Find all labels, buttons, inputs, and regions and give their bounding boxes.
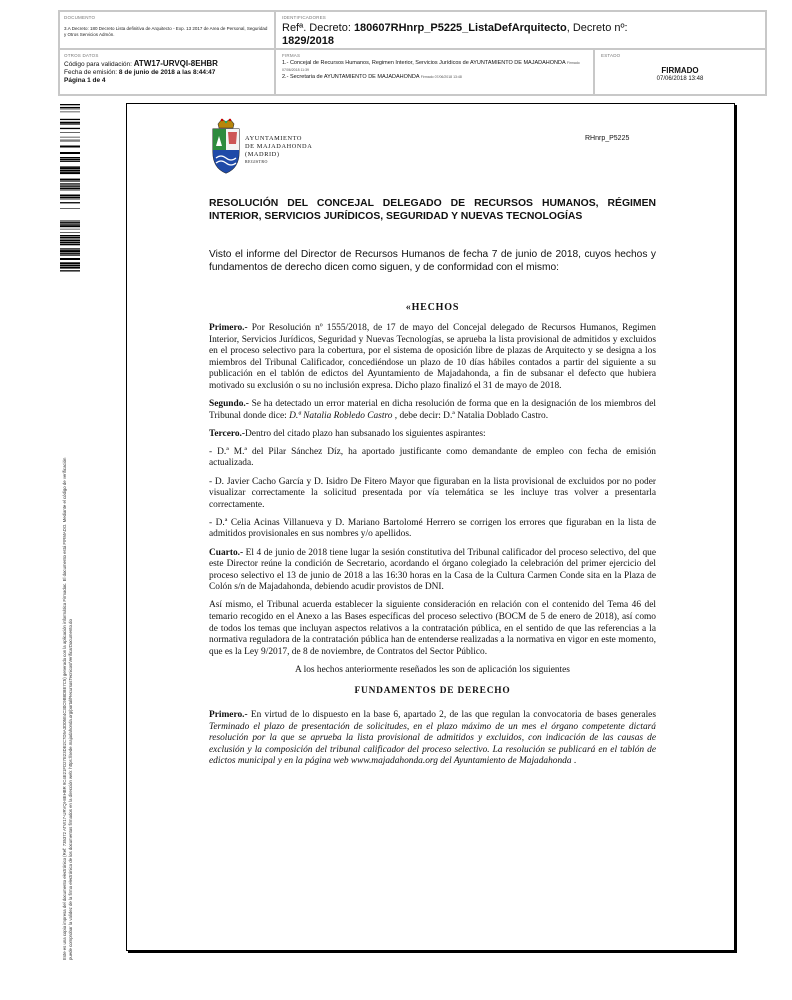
paragraph-fundamento-primero	[209, 710, 656, 768]
documento-text: 3.A Decreto: 180 Decreto Lista definitiva de Arquitecto - Exp. 13 2017 de Area de Personal, Seguridad y Otros Servicios Admón.	[64, 26, 268, 37]
identificadores-cell	[275, 11, 766, 49]
firma-1	[282, 60, 587, 74]
fundamento-primero-quote: Terminado el plazo de presentación de solicitudes, en el plazo máximo de un mes el órgano competente dictará resolución por la que se aprueba la lista provisional de admitidos y excluidos, con indicación de las causas de exclusión y la composición del tribunal calificador del proceso selectivo. La resolución se publicará en el tablón de edictos municipal y en la página web www.majadahonda.org del Ayuntamiento de Majadahonda	[209, 721, 656, 767]
segundo-text-a: Se ha detectado un error material en dicha resolución de forma que en la designación de los miembros del Tribunal donde dice:	[209, 399, 656, 421]
fundamentos-heading: FUNDAMENTOS DE DERECHO	[354, 686, 511, 697]
emission-line	[64, 69, 270, 77]
emission-date: 8 de junio de 2018 a las 8:44:47	[118, 69, 216, 76]
document-ref-code: RHnrp_P5225	[585, 135, 630, 142]
resolution-title: RESOLUCIÓN DEL CONCEJAL DELEGADO DE RECURSOS HUMANOS, RÉGIMEN INTERIOR, SERVICIOS JURÍDICOS, SEGURIDAD Y NUEVAS TECNOLOGÍAS	[209, 198, 656, 222]
fundamento-primero-text-b: .	[571, 756, 577, 767]
ref-prefix: Refª. Decreto:	[282, 22, 354, 34]
cuarto-text: El 4 de junio de 2018 tiene lugar la sesión constitutiva del Tribunal calificador del proceso selectivo, del que este Director reúne la condición de Secretario, acordando el órgano colegiado la celebración del primer ejercicio del proceso selectivo el 13 de junio de 2018 a las 16:30 horas en la Casa de la Cultura Carmen Conde sita en la Plaza de Colón s/n de Majadahonda, debiendo acudir provistos de DNI.	[209, 547, 656, 593]
paragraph-aplicacion: A los hechos anteriormente reseñados les son de aplicación los siguientes	[295, 664, 570, 675]
tercero-text: Dentro del citado plazo han subsanado los siguientes aspirantes:	[245, 428, 486, 439]
segundo-wrong-name: D.ª Natalia Robledo Castro	[289, 410, 393, 421]
fundamento-primero-label: Primero.-	[209, 710, 248, 721]
emission-label: Fecha de emisión:	[64, 69, 119, 76]
segundo-text-b: , debe decir: D.ª Natalia Doblado Castro.	[392, 410, 549, 421]
validation-header	[58, 10, 767, 96]
segundo-label: Segundo.-	[209, 399, 249, 410]
coat-of-arms-logo	[209, 116, 243, 176]
cuarto-label: Cuarto.-	[209, 547, 244, 558]
paragraph-cuarto	[209, 548, 656, 594]
organization-name	[245, 135, 312, 166]
tercero-label: Tercero.-	[209, 428, 246, 439]
page-info: Página 1 de 4	[64, 77, 106, 84]
document-body	[209, 323, 656, 775]
paragraph-primero	[209, 323, 656, 393]
firmas-caption: FIRMAS	[282, 53, 301, 58]
otros-caption: OTROS DATOS	[64, 53, 99, 58]
firma-2-text: 2.- Secretaria de AYUNTAMIENTO DE MAJADAHONDA	[282, 74, 420, 80]
documento-caption: DOCUMENTO	[64, 15, 96, 20]
org-line-2: DE MAJADAHONDA	[245, 142, 313, 150]
vertical-line-1: Este es una copia impresa del documento electrónico (Ref: 735372 ATW17-URVQI-8EHBR 9C4E21FD27E23DE2C7D5A3D05E4C30C9B8D8E7C5) generada con la aplicación informática Firmadoc. El documento está FIRMADO. Mediante el código de verificación	[62, 457, 67, 960]
firma-2	[282, 74, 587, 81]
org-line-3: (MADRID)	[245, 150, 280, 158]
identificadores-caption: IDENTIFICADORES	[282, 15, 327, 20]
estado-caption: ESTADO	[601, 53, 621, 58]
estado-cell	[594, 49, 766, 95]
bullet-2: - D. Javier Cacho García y D. Isidro De Fitero Mayor que figuraban en la lista provisional de excluidos por no poder visualizar correctamente la solicitud presentada por vía telemática se les incluye tras volver a presentarla correctamente.	[209, 476, 656, 510]
fundamento-primero-text-a: En virtud de lo dispuesto en la base 6, apartado 2, de las que regulan la convocatoria de bases generales	[247, 710, 656, 721]
hechos-heading: «HECHOS	[405, 302, 460, 313]
firma-2-date: Firmado 07/06/2018 13:48	[420, 75, 462, 79]
reference-line	[282, 22, 759, 48]
validation-line	[64, 60, 270, 69]
org-line-1: AYUNTAMIENTO	[245, 135, 303, 142]
intro-paragraph: Visto el informe del Director de Recursos Humanos de fecha 7 de junio de 2018, cuyos hechos y fundamentos de derecho dicen como siguen, y de conformidad con el mismo:	[209, 249, 656, 273]
otros-datos-cell	[59, 49, 275, 95]
ref-code: 180607RHnrp_P5225_ListaDefArquitecto	[353, 22, 567, 34]
bullet-1: - D.ª M.ª del Pilar Sánchez Díz, ha aportado justificante como demandante de empleo con fecha de emisión actualizada.	[209, 446, 656, 469]
vertical-verification-text	[62, 60, 73, 960]
paragraph-segundo	[209, 399, 656, 422]
ref-number: 1829/2018	[282, 35, 334, 47]
bullet-3: - D.ª Celia Acinas Villanueva y D. Mariano Bartolomé Herrero se corrigen los errores que figuraban en la lista de admitidos provisionales en sus nombres y/o apellidos.	[209, 517, 656, 540]
validation-code[interactable]: ATW17-URVQI-8EHBR	[133, 59, 218, 68]
estado-status: FIRMADO	[661, 66, 699, 75]
ref-mid: , Decreto nº:	[566, 22, 628, 34]
firma-1-date: Firmado 07/06/2018 11:39	[282, 61, 580, 72]
primero-label: Primero.-	[209, 323, 248, 333]
vertical-line-2: puede comprobar la validez de la firma electrónica de los documentos firmados en la dirección web: https://sede.majadahonda.org/portal/RecursosTecnicos/VerificarDocumento.do	[67, 619, 73, 960]
document-page	[126, 103, 735, 951]
estado-date: 07/06/2018 13:48	[656, 76, 704, 82]
documento-cell	[59, 11, 275, 49]
org-line-4: REGISTRO	[245, 159, 268, 165]
paragraph-asimismo: Así mismo, el Tribunal acuerda establecer la siguiente consideración en relación con el contenido del Tema 46 del temario recogido en el Anexo a las Bases específicas del proceso selectivo (BOCM de 5 de enero de 2018), así como de todos los temas que incluyan aspectos relativos a la contratación pública, en el sentido de que las referencias a la normativa reguladora de la contratación pública han de entenderse realizadas a la normativa en vigor en este momento, que es la Ley 9/2017, de 8 de noviembre, de Contratos del Sector Público.	[209, 600, 656, 657]
primero-text: Por Resolución nº 1555/2018, de 17 de mayo del Concejal delegado de Recursos Humanos, Regimen Interior, Servicios Jurídicos, Seguridad y Nuevas Tecnologías, se aprueba la lista provisional de admitidos y excluidos en el proceso selectivo para la cobertura, por el sistema de oposición libre de plazas de Arquitecto y se designa a los miembros del Tribunal Calificador, concediéndose un plazo de 10 días hábiles contados a partir del siguiente a su publicación en el tablón de edictos del Ayuntamiento de Majadahonda, a fin de subsanar el defecto que hubiera motivado su exclusión o su no inclusión expresa. Dicho plazo finalizó el 31 de mayo de 2018.	[209, 323, 656, 391]
validation-label: Código para validación:	[64, 61, 134, 68]
paragraph-tercero	[209, 429, 656, 441]
firmas-cell	[275, 49, 594, 95]
firma-1-text: 1.- Concejal de Recursos Humanos, Regimen Interior, Servicios Jurídicos de AYUNTAMIENTO DE MAJADAHONDA	[282, 60, 566, 66]
